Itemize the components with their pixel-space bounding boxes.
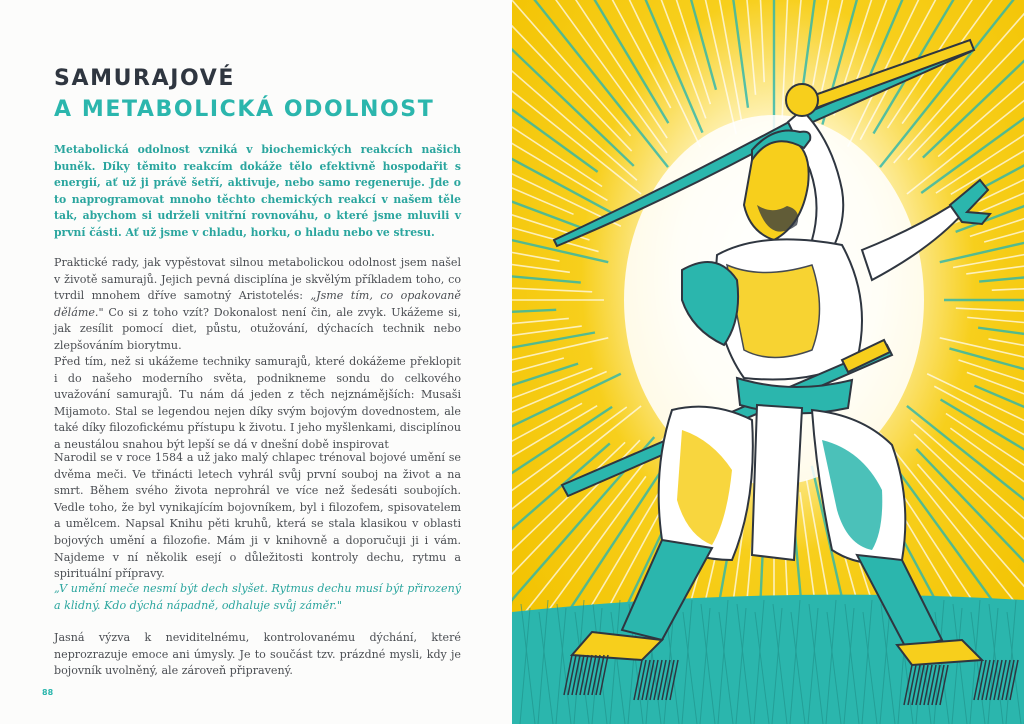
samurai-illustration [512,0,1024,724]
sash-tail [752,405,802,560]
aristotle-quote: „Jsme tím, co opakovaně děláme." [54,289,461,319]
page-number: 88 [42,688,54,697]
illustration-svg [512,0,1024,724]
paragraph-aristotle-part1: Praktické rady, jak vypěstovat silnou metabolickou odolnost jsem našel v životě samurajů. Jejich pevná disciplína je skvělým příkladem toho, co tvrdil mnohem dříve samotný Aristotelés: [54,256,461,303]
chapter-title-line2: A METABOLICKÁ ODOLNOST [54,97,435,122]
musashi-quote: „V umění meče nesmí být dech slyšet. Rytmus dechu musí být přirozený a klidný. Kdo dýchá nápadně, odhaluje svůj záměr." [54,582,461,612]
lead-paragraph: Metabolická odolnost vzniká v biochemických reakcích našich buněk. Díky těmito reakcím dokáže tělo efektivně hospodařit s energií, ať už ji právě šetří, aktivuje, nebo samo regeneruje. Jde o to naprogramovat mnoho těchto chemických reakcí v našem těle tak, abychom si udrželi vnitřní rovnováhu, o které jsme mluvili v první části. Ať už jsme v chladu, horku, o hladu nebo ve stresu. [54,143,461,239]
sword-hand [786,84,818,116]
paragraph-aristotle [54,255,461,355]
paragraph-aristotle-part2: Co si z toho vzít? Dokonalost není čin, ale zvyk. Ukážeme si, jak zesílit pomocí diet, půstu, otužování, dýchacích technik nebo zlepšováním biorytmu. [54,305,461,352]
paragraph-breathing: Jasná výzva k neviditelnému, kontrolovanému dýchání, které neprozrazuje emoce ani úmysly. Je to součást tzv. prázdné mysli, kdy je bojovník uvolněný, ale zároveň připravený. [54,631,461,678]
paragraph-biography: Narodil se v roce 1584 a už jako malý chlapec trénoval bojové umění se dvěma meči. Ve třinácti letech vyhrál svůj první souboj na život a na smrt. Během svého života neprohrál ve více než šedesáti soubojích. Vedle toho, že byl vynikajícím bojovníkem, byl i filozofem, spisovatelem a umělcem. Napsal Knihu pěti kruhů, která se stala klasikou v oblasti bojových umění a filozofie. Mám ji v knihovně a doporučuji ji i vám. Najdeme v ní několik esejí o důležitosti kontroly dechu, rytmu a spirituální přípravy. [54,451,461,581]
paragraph-musashi: Před tím, než si ukážeme techniky samurajů, které dokážeme překlopit i do našeho moderního světa, podnikneme sondu do celkového uvažování samurajů. Tu nám dá jeden z těch nejznámějších: Musaši Mijamoto. Stal se legendou nejen díky svým bojovým dovednostem, ale také díky filozofickému přístupu k životu. I jeho myšlenkami, disciplínou a neustálou snahou být lepší se dá v dnešní době inspirovat [54,355,461,451]
chapter-title-line1: SAMURAJOVÉ [54,66,235,91]
